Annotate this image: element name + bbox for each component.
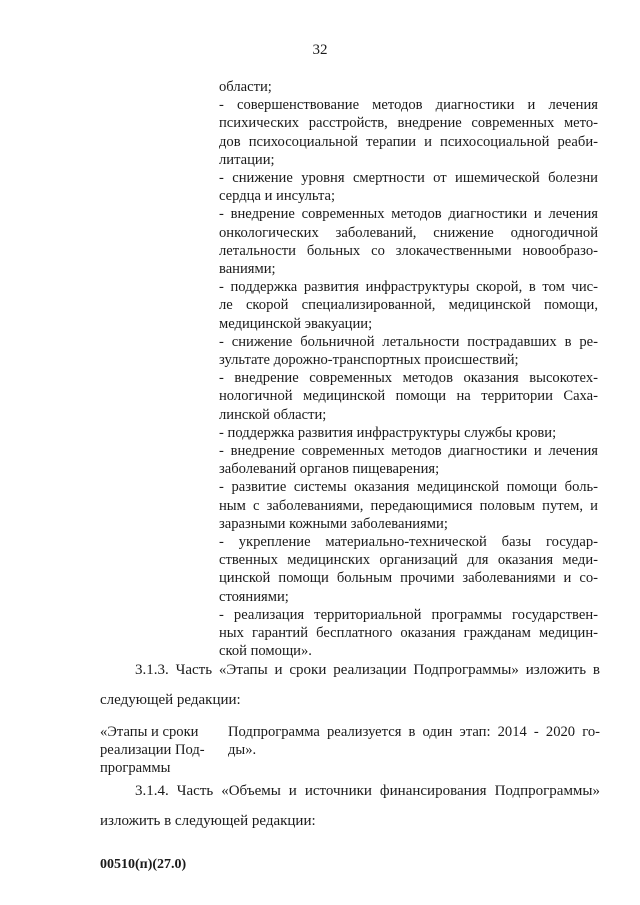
paragraph-line: следующей редакции: <box>100 692 241 708</box>
list-line: стояниями; <box>219 588 289 605</box>
list-line: нологичной медицинской помощи на территории Саха- <box>219 388 598 405</box>
list-line: сердца и инсульта; <box>219 188 336 205</box>
list-line: ской помощи». <box>219 643 312 660</box>
stages-label-line: «Этапы и сроки <box>100 724 199 740</box>
list-line: - укрепление материально-технической базы государ- <box>219 534 598 551</box>
stages-label-line: программы <box>100 760 171 776</box>
list-line: литации; <box>219 151 275 168</box>
list-line: - внедрение современных методов оказания высокотех- <box>219 370 598 387</box>
stages-value <box>228 723 600 759</box>
list-line: ле скорой специализированной, медицинской помощи, <box>219 297 598 314</box>
list-line: - поддержка развития инфраструктуры скорой, в том чис- <box>219 279 598 296</box>
paragraph-line: 3.1.3. Часть «Этапы и сроки реализации Подпрограммы» изложить в <box>135 662 600 678</box>
list-line: - развитие системы оказания медицинской помощи боль- <box>219 479 598 496</box>
list-line: - совершенствование методов диагностики и лечения <box>219 97 598 114</box>
list-line: зультате дорожно-транспортных происшествий; <box>219 352 519 369</box>
list-line: летальности больных со злокачественными новообразо- <box>219 242 598 259</box>
paragraph-line: изложить в следующей редакции: <box>100 813 316 829</box>
paragraph-line: 3.1.4. Часть «Объемы и источники финансирования Подпрограммы» <box>135 783 600 799</box>
list-line: ваниями; <box>219 261 276 278</box>
stages-value-line: ды». <box>228 742 257 758</box>
goals-list <box>219 78 598 661</box>
stages-label-line: реализации Под- <box>100 742 205 758</box>
stages-label <box>100 723 220 777</box>
list-line: ственных медицинских организаций для оказания меди- <box>219 552 598 569</box>
stages-value-line: Подпрограмма реализуется в один этап: 2014 - 2020 го- <box>228 724 600 740</box>
list-line: - внедрение современных методов диагностики и лечения <box>219 443 598 460</box>
list-line: дов психосоциальной терапии и психосоциальной реаби- <box>219 133 598 150</box>
list-line: онкологических заболеваний, снижение одногодичной <box>219 224 598 241</box>
list-line: - внедрение современных методов диагностики и лечения <box>219 206 598 223</box>
list-line: - реализация территориальной программы государствен- <box>219 606 598 623</box>
list-line: заболеваний органов пищеварения; <box>219 461 440 478</box>
list-line: ным с заболеваниями, передающимися половым путем, и <box>219 497 598 514</box>
list-line: ных гарантий бесплатного оказания гражданам медицин- <box>219 625 598 642</box>
list-line: линской области; <box>219 406 327 423</box>
paragraph-3-1-4 <box>100 781 600 831</box>
list-line: заразными кожными заболеваниями; <box>219 515 448 532</box>
list-line: - снижение больничной летальности пострадавших в ре- <box>219 333 598 350</box>
list-line: цинской помощи больным прочими заболеваниями и со- <box>219 570 598 587</box>
list-line: медицинской эвакуации; <box>219 315 373 332</box>
list-line: области; <box>219 79 272 95</box>
document-code: 00510(п)(27.0) <box>100 857 187 872</box>
paragraph-3-1-3 <box>100 660 600 710</box>
list-line: - снижение уровня смертности от ишемической болезни <box>219 170 598 187</box>
list-line: - поддержка развития инфраструктуры службы крови; <box>219 424 557 441</box>
page-number: 32 <box>312 42 328 58</box>
list-line: психических расстройств, внедрение современных мето- <box>219 115 598 132</box>
